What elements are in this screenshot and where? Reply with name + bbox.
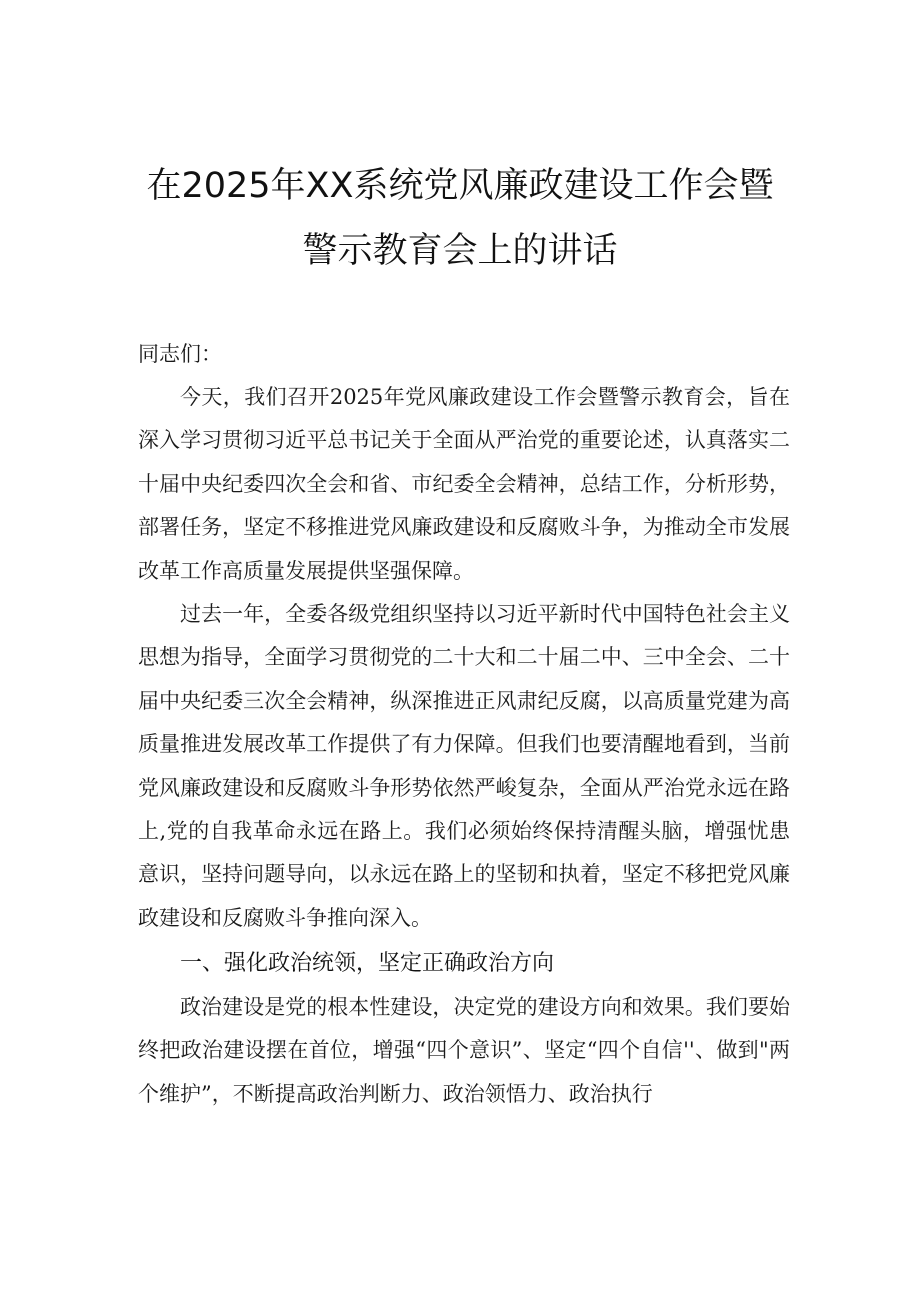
section-heading-1: 一、强化政治统领，坚定正确政治方向 [180, 951, 555, 976]
document-title-line-1: 在2025年XX系统党风廉政建设工作会暨 [146, 166, 774, 206]
paragraph-section-1: 政治建设是党的根本性建设，决定党的建设方向和效果。我们要始终把政治建设摆在首位，增强“四个意识”、坚定“四个自信''、做到"两个维护”，不断提高政治判断力、政治领悟力、政治执行 [138, 995, 790, 1106]
salutation: 同志们： [138, 342, 222, 366]
paragraph-review: 过去一年，全委各级党组织坚持以习近平新时代中国特色社会主义思想为指导，全面学习贯彻党的二十大和二十届二中、三中全会、二十届中央纪委三次全会精神，纵深推进正风肃纪反腐，以高质量党建为高质量推进发展改革工作提供了有力保障。但我们也要清醒地看到，当前党风廉政建设和反腐败斗争形势依然严峻复杂，全面从严治党永远在路上,党的自我革命永远在路上。我们必须始终保持清醒头脑，增强忧患意识，坚持问题导向，以永远在路上的坚韧和执着，坚定不移把党风廉政建设和反腐败斗争推向深入。 [138, 602, 790, 930]
document-title-line-2: 警示教育会上的讲话 [302, 231, 618, 271]
paragraph-opening: 今天，我们召开2025年党风廉政建设工作会暨警示教育会，旨在深入学习贯彻习近平总书记关于全面从严治党的重要论述，认真落实二十届中央纪委四次全会和省、市纪委全会精神，总结工作，分析形势，部署任务，坚定不移推进党风廉政建设和反腐败斗争，为推动全市发展改革工作高质量发展提供坚强保障。 [138, 385, 790, 583]
